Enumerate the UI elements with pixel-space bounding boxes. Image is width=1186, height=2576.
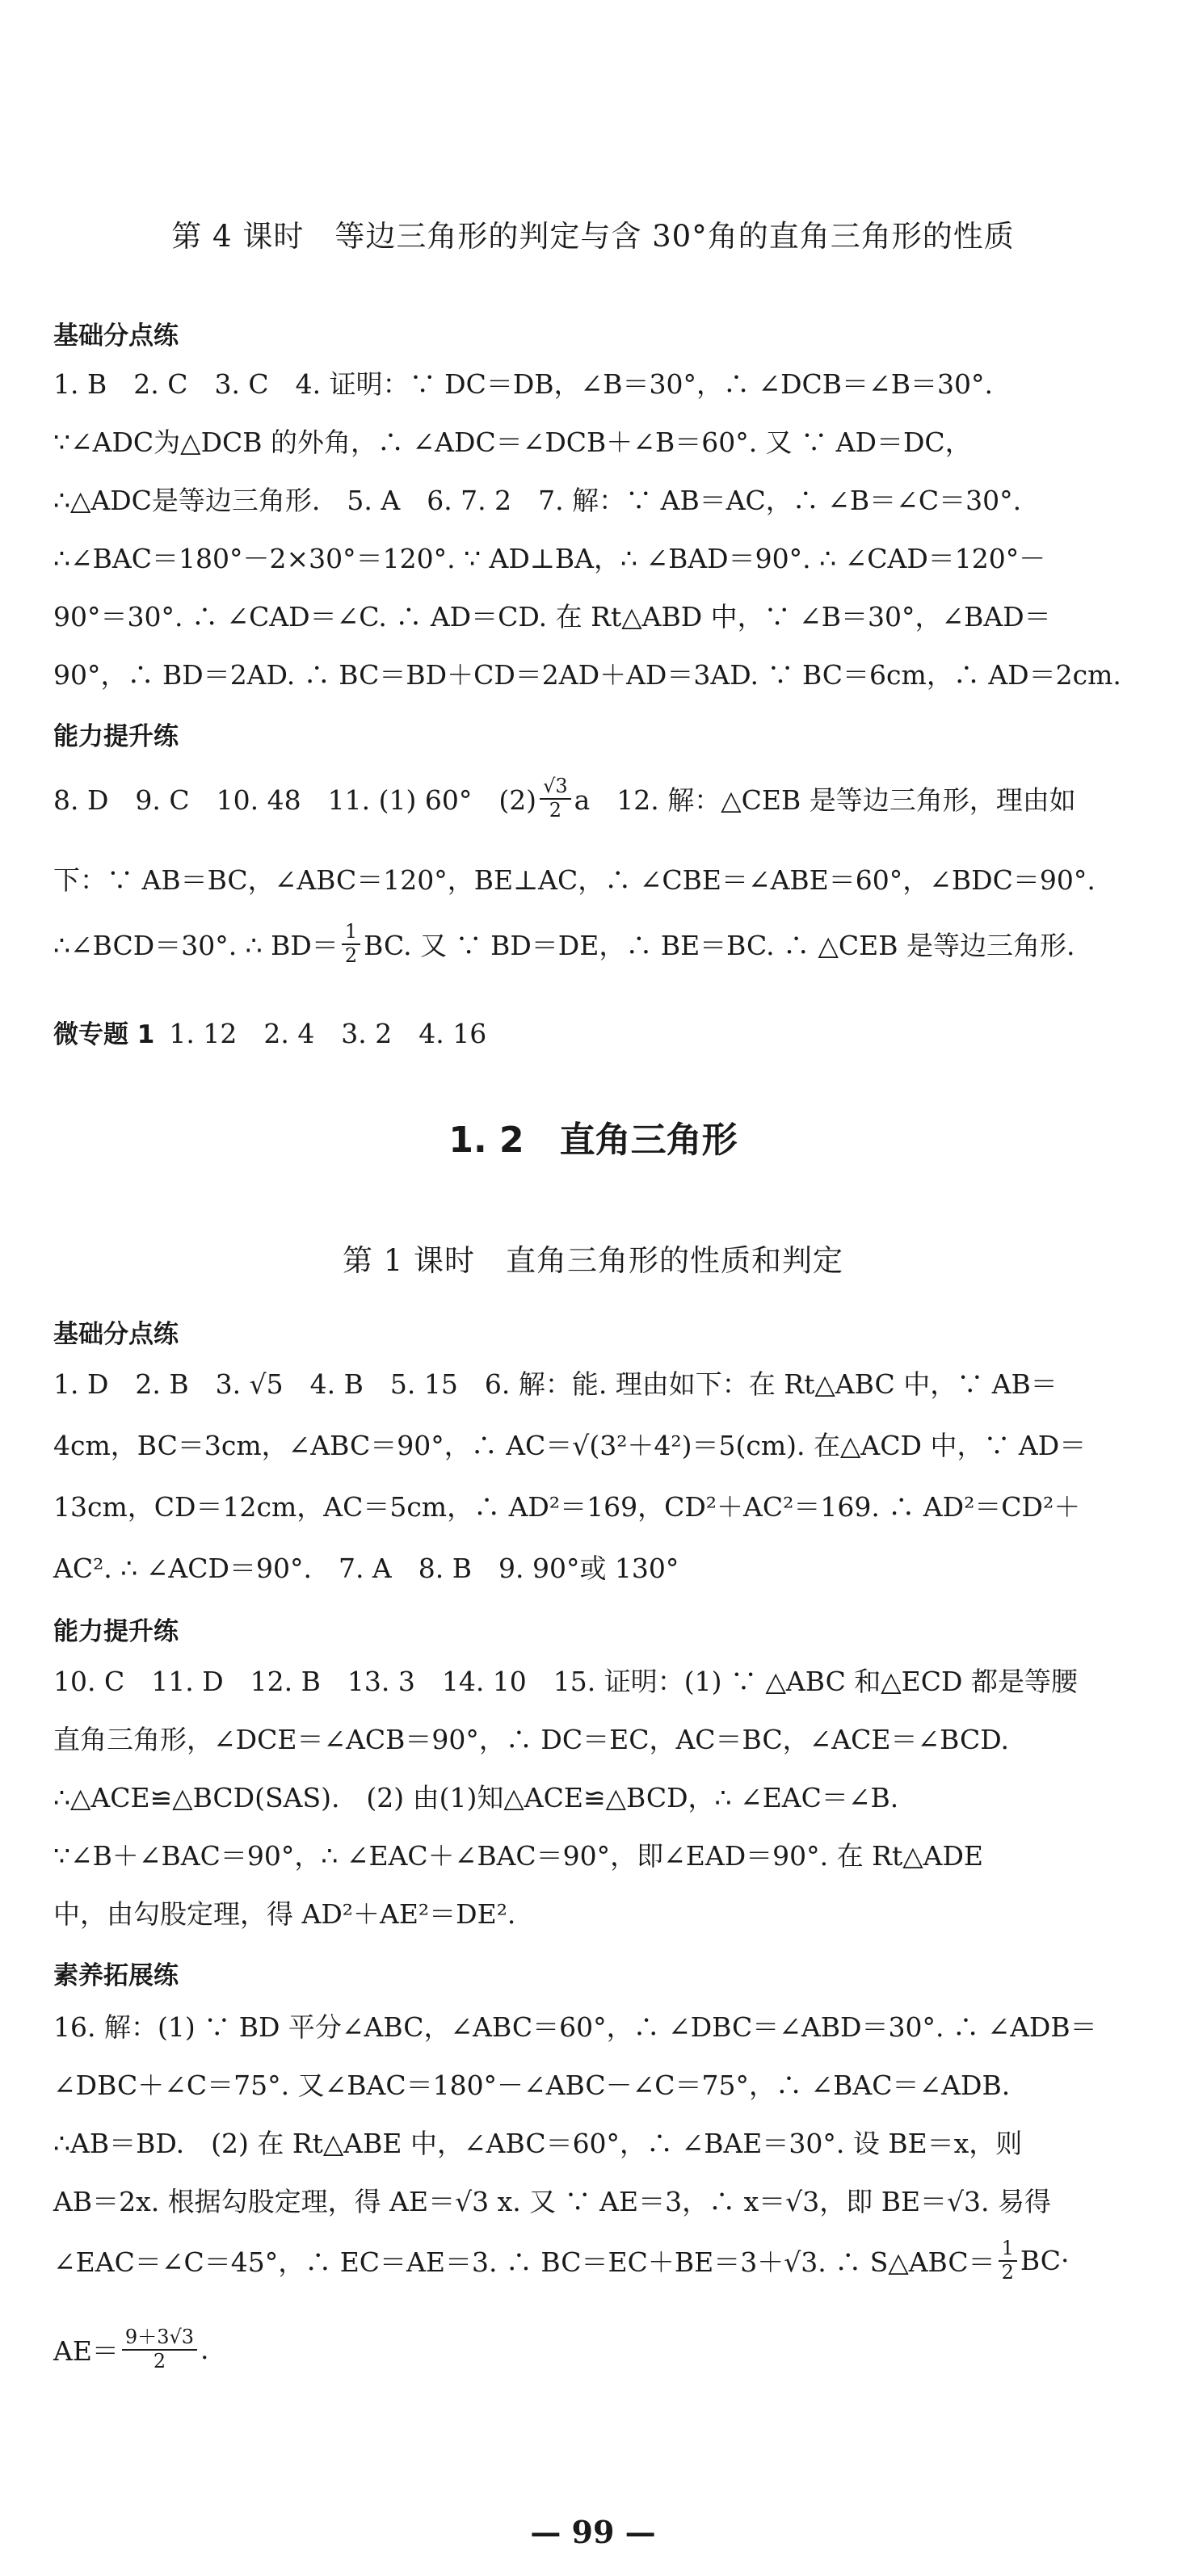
answer-line: ∴△ACE≌△BCD(SAS). (2) 由(1)知△ACE≌△BCD，∴ ∠EAC＝∠B. [53,1782,899,1813]
fraction-denominator: 2 [1001,2260,1014,2284]
fraction [540,775,571,822]
answer-line: AB＝2x. 根据勾股定理，得 AE＝√3 x. 又 ∵ AE＝3，∴ x＝√3，即 BE＝√3. 易得 [53,2186,1052,2217]
answer-line: 直角三角形，∠DCE＝∠ACB＝90°，∴ DC＝EC，AC＝BC，∠ACE＝∠BCD. [53,1724,1010,1755]
basic-practice-heading: 基础分点练 [53,321,179,351]
answer-line: 90°，∴ BD＝2AD. ∴ BC＝BD＋CD＝2AD＋AD＝3AD. ∵ BC＝6cm，∴ AD＝2cm. [53,659,1121,691]
extension-practice-heading: 素养拓展练 [53,1961,179,1990]
answer-text: 1. 12 2. 4 3. 2 4. 16 [169,1018,487,1049]
ability-practice-heading: 能力提升练 [53,722,179,751]
answer-line: 13cm，CD＝12cm，AC＝5cm，∴ AD²＝169，CD²＋AC²＝169. ∴ AD²＝CD²＋ [53,1491,1081,1523]
fraction-numerator: 1 [999,2238,1017,2262]
fraction-denominator: 2 [549,798,561,822]
fraction-numerator: 1 [342,921,360,945]
special-topic-heading: 微专题 1 [53,1020,155,1049]
page-number: — 99 — [530,2514,656,2550]
ability-practice-heading: 能力提升练 [53,1617,179,1646]
answer-line: ∴AB＝BD. (2) 在 Rt△ABE 中，∠ABC＝60°，∴ ∠BAE＝30°. 设 BE＝x，则 [53,2128,1023,2159]
answer-line: 1. D 2. B 3. √5 4. B 5. 15 6. 解：能. 理由如下：在 Rt△ABC 中，∵ AB＝ [53,1368,1058,1400]
answer-line: AC². ∴ ∠ACD＝90°. 7. A 8. B 9. 90°或 130° [53,1553,679,1584]
answer-line: ∵∠ADC为△DCB 的外角，∴ ∠ADC＝∠DCB＋∠B＝60°. 又 ∵ AD＝DC， [53,427,972,458]
answer-line [53,921,1136,967]
answer-line: 4cm，BC＝3cm，∠ABC＝90°，∴ AC＝√(3²＋4²)＝5(cm). 在△ACD 中，∵ AD＝ [53,1430,1087,1461]
answer-text: . [200,2334,209,2366]
answer-line: ∠DBC＋∠C＝75°. 又∠BAC＝180°－∠ABC－∠C＝75°，∴ ∠BAC＝∠ADB. [53,2070,1011,2101]
fraction [122,2326,197,2372]
answer-line [53,775,1136,822]
answer-text: 8. D 9. C 10. 48 11. (1) 60° (2) [53,784,537,817]
section-title: 1. 2 直角三角形 [448,1120,738,1161]
answer-line: 下：∵ AB＝BC，∠ABC＝120°，BE⊥AC，∴ ∠CBE＝∠ABE＝60°，∠BDC＝90°. [53,864,1096,896]
answer-text: ∠EAC＝∠C＝45°，∴ EC＝AE＝3. ∴ BC＝EC＋BE＝3＋√3. ∴ S△ABC＝ [53,2246,995,2279]
answer-line: 10. C 11. D 12. B 13. 3 14. 10 15. 证明：(1) ∵ △ABC 和△ECD 都是等腰 [53,1666,1078,1697]
answer-text: BC· [1020,2245,1070,2277]
fraction [999,2238,1017,2284]
lesson-1-title: 第 1 课时 直角三角形的性质和判定 [342,1243,844,1278]
answer-text: AE＝ [53,2335,119,2368]
answer-text: BC. 又 ∵ BD＝DE，∴ BE＝BC. ∴ △CEB 是等边三角形. [364,930,1075,962]
basic-practice-heading: 基础分点练 [53,1320,179,1349]
special-topic-line [53,1013,1136,1051]
answer-line: 1. B 2. C 3. C 4. 证明：∵ DC＝DB，∠B＝30°，∴ ∠DCB＝∠B＝30°. [53,368,993,400]
answer-line [53,2326,1136,2372]
answer-line: ∴△ADC是等边三角形. 5. A 6. 7. 2 7. 解：∵ AB＝AC，∴ ∠B＝∠C＝30°. [53,485,1022,516]
answer-line [53,2238,1136,2284]
answer-line: ∴∠BAC＝180°－2×30°＝120°. ∵ AD⊥BA，∴ ∠BAD＝90°. ∴ ∠CAD＝120°－ [53,543,1046,574]
fraction-numerator: √3 [540,775,571,800]
answer-text: ∴∠BCD＝30°. ∴ BD＝ [53,930,339,962]
fraction-numerator: 9＋3√3 [122,2326,197,2351]
answer-line: 90°＝30°. ∴ ∠CAD＝∠C. ∴ AD＝CD. 在 Rt△ABD 中，∵ ∠B＝30°，∠BAD＝ [53,601,1051,632]
answer-line: ∵∠B＋∠BAC＝90°，∴ ∠EAC＋∠BAC＝90°，即∠EAD＝90°. 在 Rt△ADE [53,1840,984,1872]
fraction [342,921,360,967]
fraction-denominator: 2 [344,943,358,967]
lesson-4-title: 第 4 课时 等边三角形的判定与含 30°角的直角三角形的性质 [171,219,1015,254]
answer-text: a 12. 解：△CEB 是等边三角形，理由如 [574,784,1076,817]
answer-line: 16. 解：(1) ∵ BD 平分∠ABC，∠ABC＝60°，∴ ∠DBC＝∠ABD＝30°. ∴ ∠ADB＝ [53,2011,1097,2043]
fraction-denominator: 2 [153,2349,166,2372]
answer-line: 中，由勾股定理，得 AD²＋AE²＝DE². [53,1898,516,1930]
